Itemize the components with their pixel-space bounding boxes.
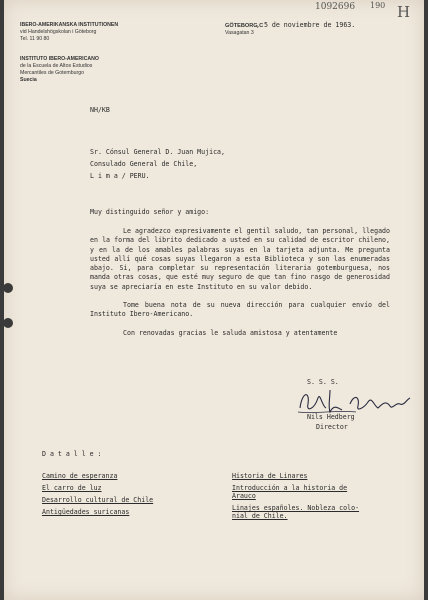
body-paragraph: Tome buena nota de su nueva dirección para cualquier envío del Instituto Ibero-Americano.	[90, 301, 390, 319]
archive-number: 1092696	[315, 2, 356, 12]
address: Vasagatan 3	[225, 30, 254, 36]
book-title: Antigüedades suricanas	[42, 508, 130, 516]
book-title: Arauco	[232, 492, 256, 500]
signer-name: Nils Hedberg	[307, 413, 355, 421]
letterhead-line: IBERO-AMERIKANSKA INSTITUTIONEN	[20, 22, 119, 28]
salutation: Muy distinguido señor y amigo:	[90, 208, 210, 216]
body-paragraph: Le agradezco expresivamente el gentil saludo, tan personal, llegado en la forma del librito dedicado a usted en su calidad de escritor chileno, y en la de los amables palabras suyas en la tarjeta adjunta. Me pregunta usted allí qué cosas suyas llegaron a esta Biblioteca y son las enumeradas abajo. Si, para completar su representación literaria gotemburguesa, nos manda otras cosas, que esté muy seguro de que tan fino rasgo de generosidad suya se apreciaría en este Instituto en su valor debido.	[90, 227, 390, 291]
book-title: Introducción a la historia de	[232, 484, 348, 492]
date: , 5 de noviembre de 1963.	[256, 21, 356, 29]
place: GÖTEBORG C	[225, 23, 264, 29]
reference: NH/KB	[90, 106, 110, 114]
book-title: Linajes españoles. Nobleza colo-	[232, 504, 360, 512]
recipient-line: L i m a / PERU.	[90, 172, 150, 180]
punch-hole	[3, 283, 13, 293]
archive-number-2: 190	[370, 1, 386, 10]
letter-page	[4, 0, 424, 600]
recipient-line: Consulado General de Chile,	[90, 160, 198, 168]
letterhead-line: Mercantiles de Gotemburgo	[20, 70, 85, 76]
letterhead-line: de la Escuela de Altos Estudios	[20, 63, 93, 69]
letterhead-line: Suecia	[20, 77, 37, 83]
book-title: Desarrollo cultural de Chile	[42, 496, 154, 504]
body-paragraph: Con renovadas gracias le saluda amistosa y atentamente	[123, 329, 338, 337]
letterhead-line: Tel. 11 90 80	[20, 36, 50, 42]
letterhead-line: vid Handelshögskolan i Göteborg	[20, 29, 97, 35]
punch-hole	[3, 318, 13, 328]
signer-title: Director	[316, 423, 348, 431]
book-title: Historia de Linares	[232, 472, 308, 480]
book-title: Camino de esperanza	[42, 472, 118, 480]
recipient-line: Sr. Cónsul General D. Juan Mujica,	[90, 148, 225, 156]
archive-letter: H	[397, 3, 411, 21]
detail-heading: D a t a l l e :	[42, 450, 102, 458]
book-title: El carro de luz	[42, 484, 102, 492]
closing-initials: S. S. S.	[307, 378, 339, 386]
letterhead-line: INSTITUTO IBERO-AMERICANO	[20, 56, 99, 62]
book-title: nial de Chile.	[232, 512, 288, 520]
